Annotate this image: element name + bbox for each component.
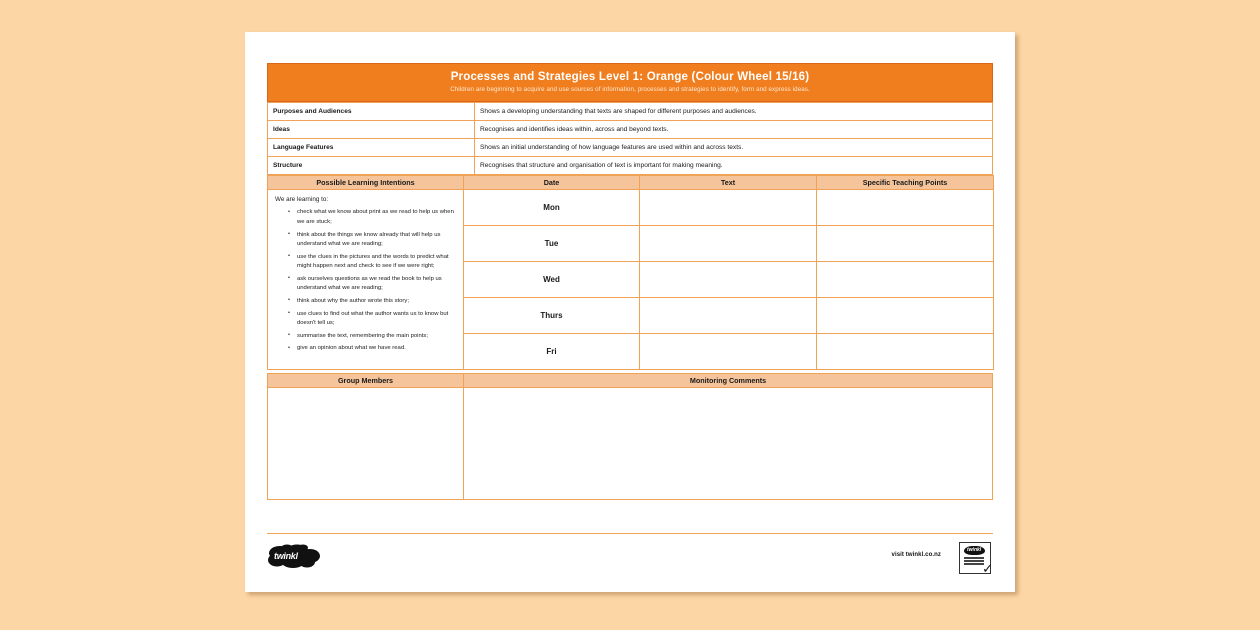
badge-logo-text: twinkl [967, 547, 982, 553]
list-item: • think about why the author wrote this story; [297, 297, 457, 307]
document-banner [267, 63, 993, 102]
checkmark-icon: ✓ [982, 561, 993, 576]
learning-intentions-cell [268, 190, 464, 370]
descriptor-table [267, 102, 993, 175]
teaching-points-entry-fri[interactable] [817, 334, 994, 370]
bottom-header-row [268, 374, 993, 388]
day-label-thurs: Thurs [464, 298, 640, 334]
teaching-points-entry-thurs[interactable] [817, 298, 994, 334]
column-header-teaching-points: Specific Teaching Points [817, 176, 994, 190]
table-row [268, 190, 994, 226]
text-entry-wed[interactable] [640, 262, 817, 298]
table-row [268, 388, 993, 500]
planning-grid [267, 175, 994, 370]
footer-divider [267, 533, 993, 534]
day-label-tue: Tue [464, 226, 640, 262]
text-entry-tue[interactable] [640, 226, 817, 262]
table-row [268, 103, 993, 121]
list-item: • give an opinion about what we have read. [297, 344, 457, 354]
worksheet-content [267, 63, 993, 500]
teaching-points-entry-wed[interactable] [817, 262, 994, 298]
text-entry-fri[interactable] [640, 334, 817, 370]
page-footer [267, 542, 993, 574]
descriptor-text: Shows a developing understanding that texts are shaped for different purposes and audiences. [475, 103, 993, 121]
table-row [268, 139, 993, 157]
list-item: • use the clues in the pictures and the words to predict what might happen next and check to see if we were right; [297, 253, 457, 272]
list-item: • think about the things we know already that will help us understand what we are reading; [297, 231, 457, 250]
day-label-fri: Fri [464, 334, 640, 370]
list-item: • check what we know about print as we read to help us when we are stuck; [297, 208, 457, 227]
teaching-points-entry-mon[interactable] [817, 190, 994, 226]
descriptor-label: Language Features [268, 139, 475, 157]
descriptor-text: Recognises and identifies ideas within, across and beyond texts. [475, 121, 993, 139]
day-label-mon: Mon [464, 190, 640, 226]
visit-url-text: visit twinkl.co.nz [891, 552, 941, 558]
page-subtitle: Children are beginning to acquire and use sources of information, processes and strategies to identify, form and express ideas. [450, 86, 810, 94]
column-header-monitoring-comments: Monitoring Comments [464, 374, 993, 388]
twinkl-logo [267, 544, 323, 570]
list-item: • ask ourselves questions as we read the book to help us understand what we are reading; [297, 275, 457, 294]
badge-logo-blob [964, 546, 985, 555]
page-title: Processes and Strategies Level 1: Orange (Colour Wheel 15/16) [450, 71, 810, 83]
learning-intentions-intro: We are learning to: [275, 196, 329, 204]
column-header-group-members: Group Members [268, 374, 464, 388]
column-header-intentions: Possible Learning Intentions [268, 176, 464, 190]
table-row [268, 121, 993, 139]
column-header-date: Date [464, 176, 640, 190]
day-label-wed: Wed [464, 262, 640, 298]
grid-header-row [268, 176, 994, 190]
learning-intentions-list [275, 208, 457, 353]
text-entry-thurs[interactable] [640, 298, 817, 334]
text-entry-mon[interactable] [640, 190, 817, 226]
descriptor-text: Shows an initial understanding of how language features are used within and across texts. [475, 139, 993, 157]
group-members-entry[interactable] [268, 388, 464, 500]
teaching-points-entry-tue[interactable] [817, 226, 994, 262]
descriptor-text: Recognises that structure and organisation of text is important for making meaning. [475, 157, 993, 175]
twinkl-approval-badge [959, 542, 991, 574]
descriptor-label: Purposes and Audiences [268, 103, 475, 121]
descriptor-label: Structure [268, 157, 475, 175]
worksheet-page [245, 32, 1015, 592]
twinkl-logo-text: twinkl [274, 551, 298, 561]
column-header-text: Text [640, 176, 817, 190]
list-item: • summarise the text, remembering the main points; [297, 332, 457, 342]
monitoring-comments-entry[interactable] [464, 388, 993, 500]
bottom-section [267, 373, 993, 500]
descriptor-label: Ideas [268, 121, 475, 139]
table-row [268, 157, 993, 175]
list-item: • use clues to find out what the author wants us to know but doesn't tell us; [297, 310, 457, 329]
badge-caption-lines [964, 557, 984, 566]
